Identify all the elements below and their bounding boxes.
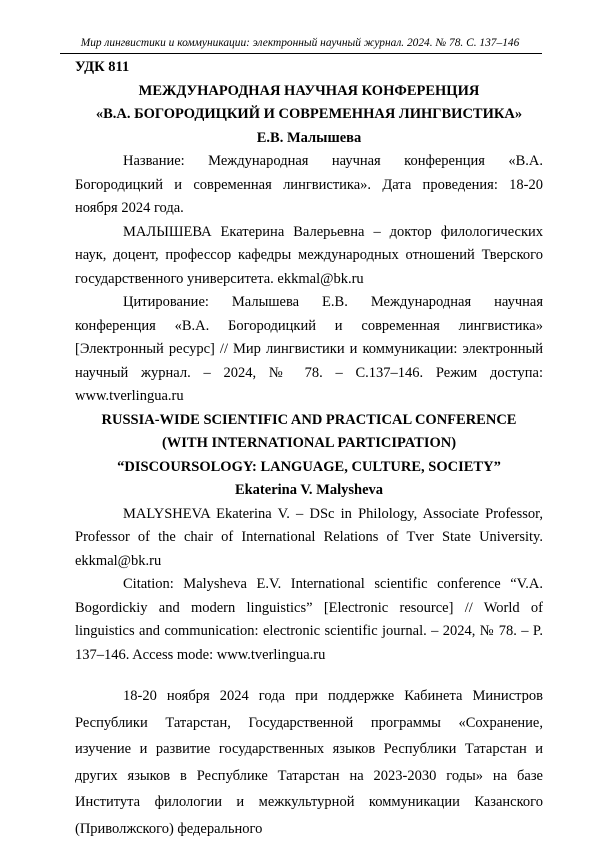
body-paragraph: 18-20 ноября 2024 года при поддержке Кабинета Министров Республики Татарстан, Государственной программы «Сохранение, изучение и развитие государственных языков Республики Татарстан и других языков в Республике Татарстан на 2023-2030 годы» на базе Института филологии и межкультурной коммуникации Казанского (Приволжского) федерального [75, 688, 543, 837]
title-en-line1: RUSSIA-WIDE SCIENTIFIC AND PRACTICAL CONFERENCE [101, 411, 517, 428]
author-info-ru: МАЛЫШЕВА Екатерина Валерьевна – доктор филологических наук, доцент, профессор кафедры международных отношений Тверского государственного университета. ekkmal@bk.ru [75, 223, 543, 287]
header-rule [60, 53, 542, 54]
section-spacer [75, 667, 543, 683]
conference-name-date-ru: Название: Международная научная конференция «В.А. Богородицкий и современная лингвистика». Дата проведения: 18-20 ноября 2024 года. [75, 153, 543, 216]
title-en-line3: “DISCOURSOLOGY: LANGUAGE, CULTURE, SOCIETY” [117, 458, 501, 475]
citation-en: Citation: Malysheva E.V. International scientific conference “V.A. Bogordickiy and modern linguistics” [Electronic resource] // World of linguistics and communication: electronic scientific journal. – 2024, № 78. – P. 137–146. Access mode: www.tverlingua.ru [75, 576, 543, 663]
title-en-line2: (WITH INTERNATIONAL PARTICIPATION) [161, 435, 457, 451]
citation-ru: Цитирование: Малышева Е.В. Международная научная конференция «В.А. Богородицкий и современная лингвистика» [Электронный ресурс] // Мир лингвистики и коммуникации: электронный научный журнал. – 2024, № 78. – С.137–146. Режим доступа: www.tverlingua.ru [75, 294, 543, 404]
author-en: Ekaterina V. Malysheva [234, 482, 384, 498]
author-ru: Е.В. Малышева [256, 129, 362, 146]
udk-code: УДК 811 [75, 59, 130, 75]
title-ru-line1: МЕЖДУНАРОДНАЯ НАУЧНАЯ КОНФЕРЕНЦИЯ [138, 82, 480, 99]
article-content [75, 56, 543, 842]
author-info-en: MALYSHEVA Ekaterina V. – DSc in Philology, Associate Professor, Professor of the chair of International Relations of Tver State University. ekkmal@bk.ru [75, 505, 543, 569]
running-head: Мир лингвистики и коммуникации: электронный научный журнал. 2024. № 78. С. 137–146 [80, 37, 520, 49]
title-ru-line2: «В.А. БОГОРОДИЦКИЙ И СОВРЕМЕННАЯ ЛИНГВИСТИКА» [95, 106, 523, 122]
